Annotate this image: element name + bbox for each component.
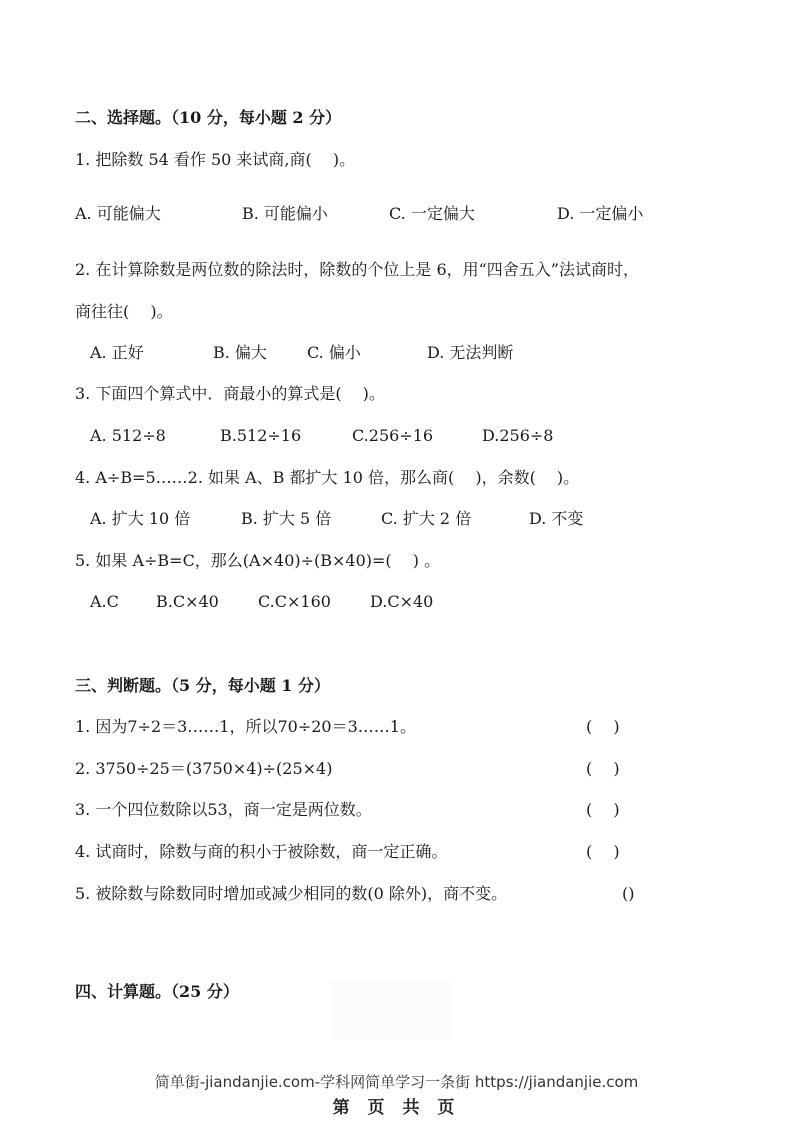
judge-answer-bracket-3: ( ) [586,800,620,819]
q5-option-a: A.C [90,592,119,611]
question-5: 5. 如果 A÷B=C，那么(A×40)÷(B×40)=( ) 。 [75,551,441,570]
section-4-title: 四、计算题。（25 分） [75,982,239,1001]
section-2-title: 二、选择题。（10 分，每小题 2 分） [75,108,342,127]
judge-answer-bracket-4: ( ) [586,842,620,861]
judge-answer-bracket-5: () [622,884,635,903]
q5-option-b: B.C×40 [156,592,219,611]
judge-item-3: 3. 一个四位数除以53，商一定是两位数。 [75,800,372,819]
section-3-title: 三、判断题。（5 分，每小题 1 分） [75,676,330,695]
q2-option-a: A. 正好 [90,343,144,362]
q3-option-b: B.512÷16 [220,426,302,445]
question-4: 4. A÷B=5……2. 如果 A、B 都扩大 10 倍，那么商( )，余数( )。 [75,468,580,487]
watermark-text: 简单街-jiandanjie.com-学科网简单学习一条街 https://jiandanjie.com [154,1073,639,1091]
q4-option-a: A. 扩大 10 倍 [90,509,191,528]
question-1: 1. 把除数 54 看作 50 来试商,商( )。 [75,150,356,169]
q2-option-c: C. 偏小 [307,343,361,362]
judge-answer-bracket-1: ( ) [586,717,620,736]
faint-image-area [331,980,451,1040]
q1-option-a: A. 可能偏大 [75,204,161,223]
judge-item-2: 2. 3750÷25＝(3750×4)÷(25×4) [75,759,333,778]
q4-option-c: C. 扩大 2 倍 [381,509,472,528]
q5-option-c: C.C×160 [258,592,331,611]
question-2-line-2: 商往往( )。 [75,302,173,321]
judge-item-4: 4. 试商时，除数与商的积小于被除数，商一定正确。 [75,842,448,861]
q1-option-d: D. 一定偏小 [557,204,644,223]
question-2-line-1: 2. 在计算除数是两位数的除法时，除数的个位上是 6，用“四舍五入”法试商时， [75,260,639,279]
q4-option-b: B. 扩大 5 倍 [241,509,332,528]
q1-option-b: B. 可能偏小 [242,204,328,223]
q3-option-a: A. 512÷8 [90,426,166,445]
page-number: 第 页 共 页 [332,1098,461,1118]
judge-answer-bracket-2: ( ) [586,759,620,778]
q2-option-b: B. 偏大 [213,343,267,362]
q3-option-d: D.256÷8 [482,426,554,445]
q2-option-d: D. 无法判断 [427,343,514,362]
q4-option-d: D. 不变 [529,509,584,528]
q3-option-c: C.256÷16 [352,426,434,445]
q5-option-d: D.C×40 [370,592,434,611]
q1-option-c: C. 一定偏大 [389,204,475,223]
judge-item-1: 1. 因为7÷2＝3……1，所以70÷20＝3……1。 [75,717,416,736]
question-3: 3. 下面四个算式中．商最小的算式是( )。 [75,384,385,403]
judge-item-5: 5. 被除数与除数同时增加或减少相同的数(0 除外)，商不变。 [75,884,508,903]
